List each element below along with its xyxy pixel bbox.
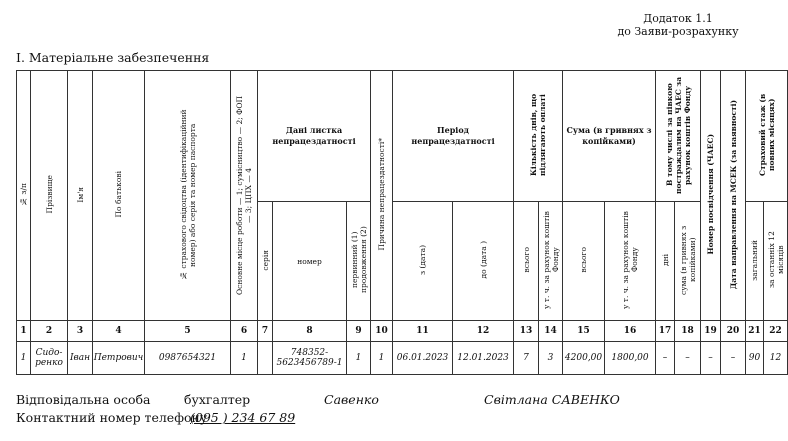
header-sum-total: всього	[563, 202, 605, 321]
cell-chaes-days: –	[656, 342, 675, 375]
header-chaes-cert: Номер посвідчення (ЧАЕС)	[701, 71, 721, 321]
cell-series	[258, 342, 273, 375]
cell-primary: 1	[347, 342, 371, 375]
cell-ins-total: 90	[746, 342, 764, 375]
header-chaes: В тому числі за півкою постраждалим на ЧАЕС за рахунок коштів Фонду	[656, 71, 701, 202]
header-sum-fund: у т. ч. за рахунок коштів Фонду	[605, 202, 656, 321]
section-title: І. Матеріальне забезпечення	[16, 50, 210, 65]
header-reason: Причина непрацездатності*	[371, 71, 393, 321]
col-num: 3	[68, 321, 93, 342]
col-num: 21	[746, 321, 764, 342]
header-primary: первинний (1) продовження (2)	[347, 202, 371, 321]
addendum-line2: до Заяви-розрахунку	[617, 25, 739, 38]
col-num: 1	[17, 321, 31, 342]
header-chaes-sum: сума (в гривнях з копійками)	[675, 202, 701, 321]
col-num: 17	[656, 321, 675, 342]
position-value: бухгалтер	[184, 392, 251, 407]
header-workplace: Основне місце роботи — 1; сумісництво — 2; ФОП — 3; ЦПХ — 4	[231, 71, 258, 321]
col-num: 5	[145, 321, 231, 342]
column-number-row	[17, 321, 788, 342]
cell-from: 06.01.2023	[393, 342, 453, 375]
header-series: серія	[258, 202, 273, 321]
cell-msek: –	[721, 342, 746, 375]
addendum-note	[588, 12, 768, 38]
header-number: номер	[273, 202, 347, 321]
col-num: 4	[93, 321, 145, 342]
col-num: 20	[721, 321, 746, 342]
header-sum: Сума (в гривнях з копійками)	[563, 71, 656, 202]
col-num: 14	[539, 321, 563, 342]
cell-patronymic: Петрович	[93, 342, 145, 375]
cell-number: 748352-5623456789-1	[273, 342, 347, 375]
col-num: 8	[273, 321, 347, 342]
header-days: Кількість днів, що підлягають оплаті	[514, 71, 563, 202]
phone-value: (095 ) 234 67 89	[190, 410, 296, 425]
signature-value: Савенко	[324, 392, 379, 407]
benefit-table-wrap	[16, 70, 788, 375]
header-from: з (дата)	[393, 202, 453, 321]
cell-tax-id: 0987654321	[145, 342, 231, 375]
col-num: 18	[675, 321, 701, 342]
cell-reason: 1	[371, 342, 393, 375]
cell-name: Іван	[68, 342, 93, 375]
header-ins-last12: за останніх 12 місяців	[764, 202, 788, 321]
cell-to: 12.01.2023	[453, 342, 514, 375]
cell-days-fund: 3	[539, 342, 563, 375]
phone-line	[16, 410, 756, 426]
header-days-fund: у т. ч. за рахунок коштів Фонду	[539, 202, 563, 321]
header-name: Ім'я	[68, 71, 93, 321]
cell-num: 1	[17, 342, 31, 375]
header-days-total: всього	[514, 202, 539, 321]
col-num: 15	[563, 321, 605, 342]
col-num: 10	[371, 321, 393, 342]
cell-sum-total: 4200,00	[563, 342, 605, 375]
cell-sum-fund: 1800,00	[605, 342, 656, 375]
col-num: 22	[764, 321, 788, 342]
cell-surname: Сидо-ренко	[31, 342, 68, 375]
cell-chaes-cert: –	[701, 342, 721, 375]
header-period: Період непрацездатності	[393, 71, 514, 202]
cell-workplace: 1	[231, 342, 258, 375]
header-msek: Дата направлення на МСЕК (за наявності)	[721, 71, 746, 321]
addendum-line1: Додаток 1.1	[643, 12, 713, 25]
col-num: 16	[605, 321, 656, 342]
header-ins-total: загальний	[746, 202, 764, 321]
cell-days-total: 7	[514, 342, 539, 375]
responsible-line	[16, 392, 756, 408]
table-row	[17, 342, 788, 375]
header-sick-leave: Дані листка непрацездатності	[258, 71, 371, 202]
col-num: 13	[514, 321, 539, 342]
header-patronymic: По батькові	[93, 71, 145, 321]
col-num: 19	[701, 321, 721, 342]
col-num: 6	[231, 321, 258, 342]
header-num: № з/п	[17, 71, 31, 321]
full-name-value: Світлана САВЕНКО	[484, 392, 620, 407]
header-to: до (дата )	[453, 202, 514, 321]
col-num: 2	[31, 321, 68, 342]
responsible-label: Відповідальна особа	[16, 392, 151, 407]
col-num: 9	[347, 321, 371, 342]
col-num: 7	[258, 321, 273, 342]
col-num: 11	[393, 321, 453, 342]
header-tax-id: № страхового свідоцтва (ідентифікаційний номер) або серія та номер паспорта	[145, 71, 231, 321]
phone-label: Контактний номер телефону	[16, 410, 208, 425]
cell-ins-last12: 12	[764, 342, 788, 375]
header-chaes-days: дні	[656, 202, 675, 321]
benefit-table	[16, 70, 788, 375]
cell-chaes-sum: –	[675, 342, 701, 375]
col-num: 12	[453, 321, 514, 342]
header-insurance: Страховий стаж (в повних місяцях)	[746, 71, 788, 202]
header-surname: Прізвище	[31, 71, 68, 321]
